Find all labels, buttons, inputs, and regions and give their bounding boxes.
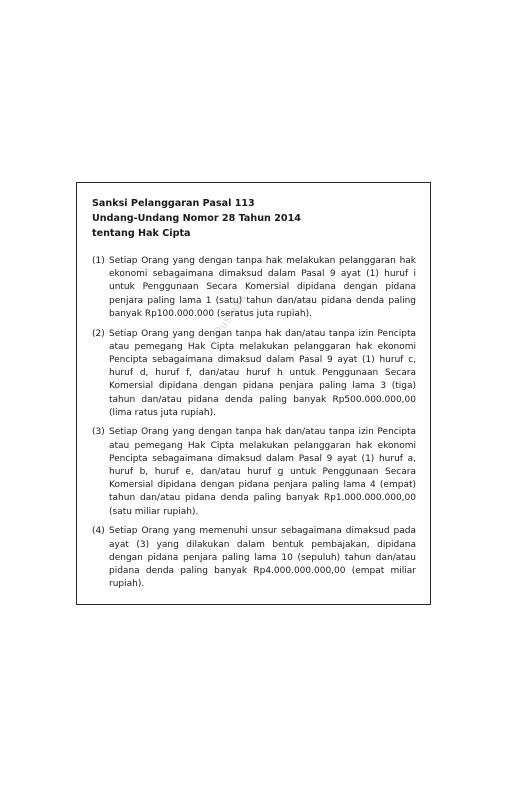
clause-item bbox=[92, 328, 416, 420]
clause-item bbox=[92, 255, 416, 321]
clause-number: (3) bbox=[92, 427, 105, 438]
clause-item bbox=[92, 525, 416, 591]
clause-list bbox=[92, 255, 416, 598]
document-header bbox=[92, 196, 412, 241]
clause-text: Setiap Orang yang dengan tanpa hak dan/atau tanpa izin Pencipta atau pemegang Hak Cipta melakukan pelanggaran hak ekonomi Pencipta sebagaimana dimaksud dalam Pasal 9 ayat (1) huruf c, huruf d, huruf f, dan/atau huruf h untuk Penggunaan Secara Komersial dipidana dengan pidana penjara paling lama 3 (tiga) tahun dan/atau pidana denda paling banyak Rp500.000.000,00 (lima ratus juta rupiah). bbox=[109, 328, 416, 418]
clause-text: Setiap Orang yang dengan tanpa hak dan/atau tanpa izin Pencipta atau pemegang Hak Cipta melakukan pelanggaran hak ekonomi Pencipta sebagaimana dimaksud dalam Pasal 9 ayat (1) huruf a, huruf b, huruf e, dan/atau huruf g untuk Penggunaan Secara Komersial dipidana dengan pidana penjara paling lama 4 (empat) tahun dan/atau pidana denda paling banyak Rp1.000.000.000,00 (satu miliar rupiah). bbox=[109, 427, 416, 517]
header-title-law: Undang-Undang Nomor 28 Tahun 2014 bbox=[92, 213, 301, 224]
clause-text: Setiap Orang yang memenuhi unsur sebagaimana dimaksud pada ayat (3) yang dilakukan dalam bentuk pembajakan, dipidana dengan pidana penjara paling lama 10 (sepuluh) tahun dan/atau pidana denda paling banyak Rp4.000.000.000,00 (empat miliar rupiah). bbox=[109, 526, 416, 590]
header-title-sanction: Sanksi Pelanggaran Pasal 113 bbox=[92, 198, 255, 209]
header-title-subject: tentang Hak Cipta bbox=[92, 228, 191, 239]
watermark-text: Pustaka bbox=[212, 291, 250, 338]
clause-text: Setiap Orang yang dengan tanpa hak melakukan pelanggaran hak ekonomi sebagaimana dimaksud dalam Pasal 9 ayat (1) huruf i untuk Penggunaan Secara Komersial dipidana dengan pidana penjara paling lama 1 (satu) tahun dan/atau pidana denda paling banyak Rp100.000.000 (seratus juta rupiah). bbox=[109, 256, 416, 319]
clause-number: (4) bbox=[92, 526, 105, 537]
clause-item bbox=[92, 426, 416, 518]
clause-number: (2) bbox=[92, 328, 105, 339]
clause-number: (1) bbox=[92, 256, 105, 266]
